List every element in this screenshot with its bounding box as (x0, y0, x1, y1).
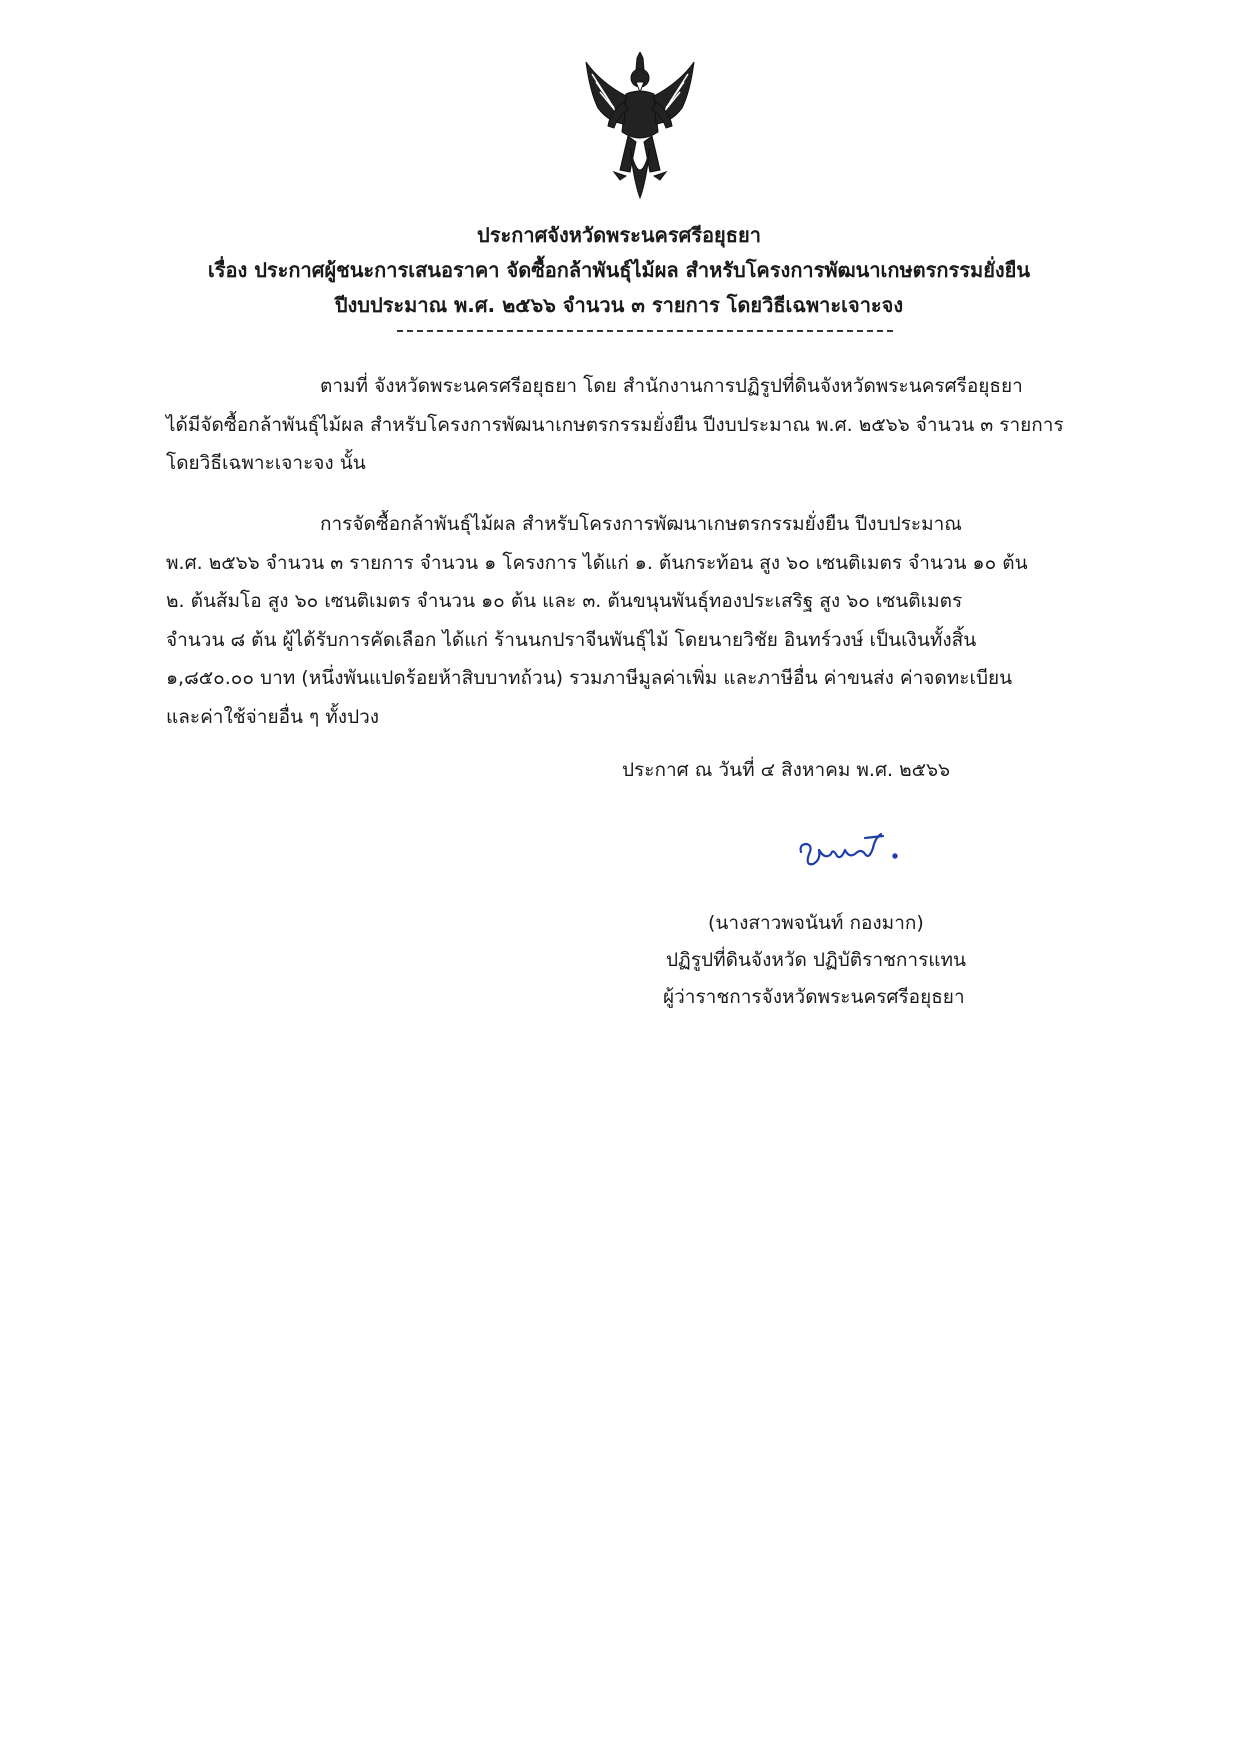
paragraph-line: โดยวิธีเฉพาะเจาะจง นั้น (166, 452, 366, 474)
paragraph-line: และค่าใช้จ่ายอื่น ๆ ทั้งปวง (166, 705, 380, 728)
paragraph-award-details (166, 505, 1118, 736)
announcement-title (100, 218, 1138, 323)
signer-name: (นางสาวพจนันท์ กองมาก) (708, 912, 924, 934)
paragraph-line: พ.ศ. ๒๕๖๖ จำนวน ๓ รายการ จำนวน ๑ โครงการ ได้แก่ ๑. ต้นกระท้อน สูง ๖๐ เซนติเมตร จำนวน ๑๐ ต้น (166, 551, 1028, 574)
paragraph-line: ๒. ต้นส้มโอ สูง ๖๐ เซนติเมตร จำนวน ๑๐ ต้น และ ๓. ต้นขนุนพันธุ์ทองประเสริฐ สูง ๖๐ เซนติเมตร (166, 590, 963, 612)
garuda-emblem-icon (580, 52, 700, 202)
paragraph-preamble (166, 367, 1118, 483)
dashed-separator (397, 330, 893, 332)
signature-block (580, 905, 1140, 1016)
signer-position-acting-for: ผู้ว่าราชการจังหวัดพระนครศรีอยุธยา (663, 986, 965, 1008)
handwritten-signature (795, 826, 905, 876)
announcement-date: ประกาศ ณ วันที่ ๔ สิงหาคม พ.ศ. ๒๕๖๖ (622, 759, 951, 781)
signer-position: ปฏิรูปที่ดินจังหวัด ปฏิบัติราชการแทน (666, 949, 967, 971)
paragraph-line: ได้มีจัดซื้อกล้าพันธุ์ไม้ผล สำหรับโครงการพัฒนาเกษตรกรรมยั่งยืน ปีงบประมาณ พ.ศ. ๒๕๖๖ จำนวน ๓ รายการ (166, 413, 1064, 436)
paragraph-line: ตามที่ จังหวัดพระนครศรีอยุธยา โดย สำนักงานการปฏิรูปที่ดินจังหวัดพระนครศรีอยุธยา (320, 375, 1023, 397)
title-line-subject: เรื่อง ประกาศผู้ชนะการเสนอราคา จัดซื้อกล้าพันธุ์ไม้ผล สำหรับโครงการพัฒนาเกษตรกรรมยั่งยืน (207, 258, 1031, 282)
paragraph-line: การจัดซื้อกล้าพันธุ์ไม้ผล สำหรับโครงการพัฒนาเกษตรกรรมยั่งยืน ปีงบประมาณ (320, 513, 962, 535)
title-line-budget: ปีงบประมาณ พ.ศ. ๒๕๖๖ จำนวน ๓ รายการ โดยวิธีเฉพาะเจาะจง (334, 293, 904, 317)
paragraph-line: จำนวน ๘ ต้น ผู้ได้รับการคัดเลือก ได้แก่ ร้านนกปราจีนพันธุ์ไม้ โดยนายวิชัย อินทร์วงษ์ เป็นเงินทั้งสิ้น (166, 628, 977, 651)
title-line-heading: ประกาศจังหวัดพระนครศรีอยุธยา (477, 223, 761, 247)
paragraph-line: ๑,๘๕๐.๐๐ บาท (หนึ่งพันแปดร้อยห้าสิบบาทถ้วน) รวมภาษีมูลค่าเพิ่ม และภาษีอื่น ค่าขนส่ง ค่าจดทะเบียน (166, 667, 1013, 689)
